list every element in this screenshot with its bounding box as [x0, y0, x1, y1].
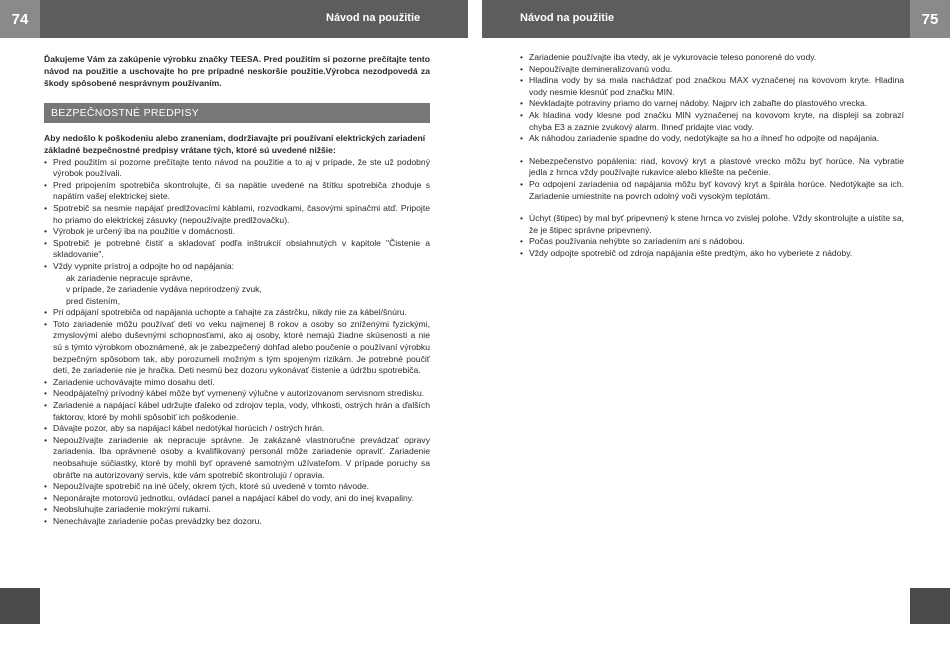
sub-list-item: pred čistením,: [66, 295, 120, 306]
list-item: • Úchyt (štipec) by mal byť pripevnený k stene hrnca vo zvislej polohe. Vždy skontrolujte a uistite sa, že je štipec správne pripevnený.: [520, 213, 904, 236]
list-item: • Výrobok je určený iba na použitie v domácnosti.: [44, 226, 430, 238]
list-item: • Nepoužívajte zariadenie ak nepracuje správne. Je zakázané vlastnoručne prevádzať opravy zariadenia. Iba oprávnené osoby a kvalifikovaný personál môže zariadenie opraviť. Zariadenie neobsahuje súčiastky, ktoré by mohli byť opravené samotným užívateľom. V prípade poruchy sa obráťte na autorizovaný servis, kde vám spotrebič skontrolujú / opravia.: [44, 435, 430, 481]
list-item: • Ak náhodou zariadenie spadne do vody, nedotýkajte sa ho a ihneď ho odpojte od napájania.: [520, 133, 904, 145]
list-item: • Spotrebič je potrebné čistiť a skladovať podľa inštrukcií obsiahnutých v kapitole "Čistenie a skladovanie".: [44, 238, 430, 261]
list-item: • Dávajte pozor, aby sa napájací kábel nedotýkal horúcich / ostrých hrán.: [44, 423, 430, 435]
list-item: • Nepoužívajte demineralizovanú vodu.: [520, 64, 904, 76]
list-item: • Vždy vypnite prístroj a odpojte ho od napájania:: [44, 261, 430, 273]
list-item: • Počas používania nehýbte so zariadením ani s nádobou.: [520, 236, 904, 248]
sub-list-item: v prípade, že zariadenie vydáva neprirodzený zvuk,: [66, 284, 262, 295]
list-item: • Zariadenie a napájací kábel udržujte ďaleko od zdrojov tepla, vody, vlhkosti, ostrých hrán a ďalších faktorov, ktoré by mohli spôsobiť ich poškodenie.: [44, 400, 430, 423]
safety-list-continued: [520, 52, 904, 260]
section-title: BEZPEČNOSTNÉ PREDPISY: [44, 103, 430, 123]
right-side-tab: [910, 588, 950, 624]
list-item: • Ak hladina vody klesne pod značku MIN vyznačenej na kovovom kryte, na displeji sa zobrazí chyba E3 a zaznie zvukový alarm. Ihneď pridajte viac vody.: [520, 110, 904, 133]
list-item: • Nepoužívajte spotrebič na iné účely, okrem tých, ktoré sú uvedené v tomto návode.: [44, 481, 430, 493]
list-item: • Nenechávajte zariadenie počas prevádzky bez dozoru.: [44, 516, 430, 528]
list-item: • Nevkladajte potraviny priamo do varnej nádoby. Najprv ich zabaľte do plastového vrecka.: [520, 98, 904, 110]
left-column: [44, 54, 430, 528]
sub-list-item: ak zariadenie nepracuje správne,: [66, 272, 193, 283]
list-item: • Vždy odpojte spotrebič od zdroja napájania ešte predtým, ako ho vyberiete z nádoby.: [520, 248, 904, 260]
list-item: • Hladina vody by sa mala nachádzať pod značkou MAX vyznačenej na kovovom kryte. Hladina vody nesmie klesnúť pod značku MIN.: [520, 75, 904, 98]
intro-paragraph: Ďakujeme Vám za zakúpenie výrobku značky TEESA. Pred použitím si pozorne prečítajte tento návod na použitie a uschovajte ho pre prípadné neskoršie použitie.Výrobca nezodpovedá za škody spôsobené nesprávnym používaním.: [44, 54, 430, 88]
safety-lead-text: Aby nedošlo k poškodeniu alebo zraneniam, dodržiavajte pri používaní elektrických zariadení základné bezpečnostné predpisy vrátane tých, ktoré sú uvedené nižšie:: [44, 133, 426, 155]
left-page-number: 74: [0, 0, 40, 38]
left-side-tab: [0, 588, 40, 624]
left-header-title: Návod na použitie: [326, 12, 421, 24]
list-item: • Nebezpečenstvo popálenia: riad, kovový kryt a plastové vrecko môžu byť horúce. Na vybratie jedla z hrnca vždy používajte rukavice alebo kliešte na pečenie.: [520, 156, 904, 179]
list-item: • Zariadenie používajte iba vtedy, ak je vykurovacie teleso ponorené do vody.: [520, 52, 904, 64]
list-item: • Po odpojení zariadenia od napájania môžu byť kovový kryt a špirála horúce. Nedotýkajte sa ich. Zariadenie umiestnite na povrch odolný voči vysokým teplotám.: [520, 179, 904, 202]
list-item: • Neponárajte motorovú jednotku, ovládací panel a napájací kábel do vody, ani do inej kvapaliny.: [44, 493, 430, 505]
right-page-number: 75: [910, 0, 950, 38]
list-item: • Neobsluhujte zariadenie mokrými rukami.: [44, 504, 430, 516]
list-item: • Spotrebič sa nesmie napájať predlžovacími káblami, rozvodkami, časovými spínačmi atď. Pripojte ho priamo do elektrickej zásuvky (nepoužívajte predlžovačku).: [44, 203, 430, 226]
list-item: • Toto zariadenie môžu používať deti vo veku najmenej 8 rokov a osoby so zníženými fyzickými, zmyslovými alebo duševnými schopnosťami, ako aj osoby, ktoré nemajú žiadne skúsenosti a nie sú s týmto výrobkom oboznámené, ak je zabezpečený dohľad alebo poučenie o používaní výrobku bezpečným spôsobom tak, aby porozumeli možným s tým spojeným rizikám. Je potrebné poučiť deti, že zariadenie nie je hračka. Deti nesmú bez dozoru vykonávať čistenie a údržbu spotrebiča.: [44, 319, 430, 377]
list-item: • Neodpájateľný prívodný kábel môže byť vymenený výlučne v autorizovanom servisnom stredisku.: [44, 388, 430, 400]
right-column: [520, 52, 904, 260]
list-item: • Zariadenie uchovávajte mimo dosahu detí.: [44, 377, 430, 389]
list-item: • Pri odpájaní spotrebiča od napájania uchopte a ťahajte za zástrčku, nikdy nie za kábel/šnúru.: [44, 307, 430, 319]
right-header-title: Návod na použitie: [520, 12, 615, 24]
list-item: • Pred pripojením spotrebiča skontrolujte, či sa napätie uvedené na štítku spotrebiča zhoduje s napätím vašej elektrickej siete.: [44, 180, 430, 203]
list-item: • Pred použitím si pozorne prečítajte tento návod na použitie a to aj v prípade, že ste už podobný výrobok používali.: [44, 157, 430, 180]
safety-list: [44, 157, 430, 528]
